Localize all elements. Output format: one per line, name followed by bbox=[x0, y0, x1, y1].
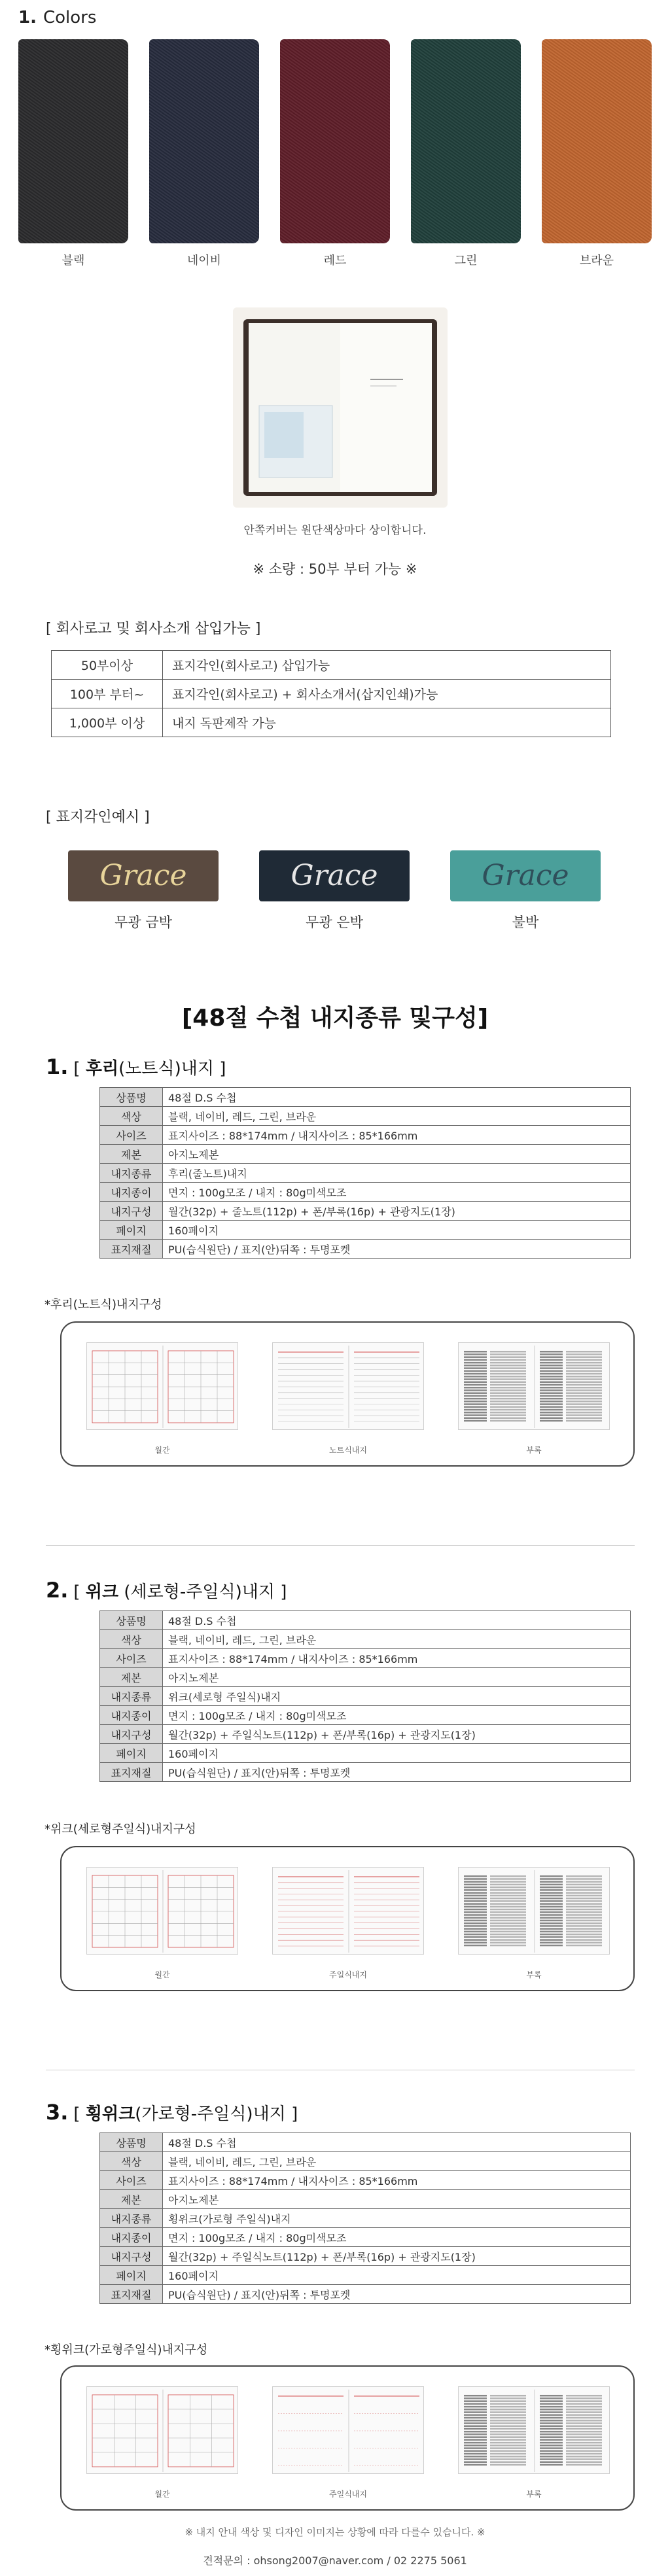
section-number: 2. bbox=[46, 1578, 69, 1603]
spec-key: 내지종류 bbox=[100, 2209, 163, 2228]
colors-heading bbox=[18, 8, 96, 27]
spec-value: 48절 D.S 수첩 bbox=[163, 1611, 631, 1630]
spec-value: 월간(32p) + 줄노트(112p) + 폰/부록(16p) + 관광지도(1장) bbox=[163, 1202, 631, 1221]
swatch-label-brown: 브라운 bbox=[579, 254, 614, 268]
spec-key: 페이지 bbox=[100, 1221, 163, 1240]
page-caption: 월간 bbox=[154, 1446, 170, 1455]
logo-insert-table bbox=[51, 650, 611, 737]
spec-value: PU(습식원단) / 표지(안)뒤쪽 : 투명포켓 bbox=[163, 2285, 631, 2304]
table-row bbox=[100, 1145, 631, 1164]
table-row bbox=[100, 1164, 631, 1183]
inside-cover-note: 안쪽커버는 원단색상마다 상이합니다. bbox=[243, 524, 427, 537]
swatch-red bbox=[280, 39, 390, 243]
inner-page-image bbox=[272, 2386, 424, 2474]
table-row bbox=[100, 2266, 631, 2285]
bracket: ] bbox=[291, 2104, 298, 2124]
table-row bbox=[52, 708, 611, 737]
emboss-gold-sample: Grace bbox=[68, 850, 219, 901]
table-row bbox=[52, 651, 611, 680]
page-caption: 부록 bbox=[526, 1970, 542, 1979]
logo-insert-value: 표지각인(회사로고) 삽입가능 bbox=[163, 651, 611, 680]
spec-value: 후리(줄노트)내지 bbox=[163, 1164, 631, 1183]
color-swatches bbox=[18, 39, 653, 268]
spec-key: 상품명 bbox=[100, 1088, 163, 1107]
section-name-bold: 위크 bbox=[85, 1582, 119, 1602]
table-row bbox=[100, 1744, 631, 1763]
spec-key: 상품명 bbox=[100, 1611, 163, 1630]
spec-key: 내지종이 bbox=[100, 2228, 163, 2247]
section-number: 1. bbox=[46, 1054, 69, 1079]
emboss-silver-sample: Grace bbox=[259, 850, 410, 901]
spec-key: 제본 bbox=[100, 1668, 163, 1687]
bracket: ] bbox=[219, 1059, 226, 1079]
spec-key: 페이지 bbox=[100, 1744, 163, 1763]
spec-key: 표지재질 bbox=[100, 2285, 163, 2304]
section-2-spec-table bbox=[99, 1610, 631, 1782]
page-caption: 부록 bbox=[526, 1446, 542, 1455]
section-name-rest: (가로형-주일식)내지 bbox=[135, 2104, 286, 2124]
table-row bbox=[100, 2152, 631, 2171]
swatch-navy bbox=[149, 39, 259, 243]
logo-insert-key: 100부 부터~ bbox=[52, 680, 163, 708]
spec-value: 표지사이즈 : 88*174mm / 내지사이즈 : 85*166mm bbox=[163, 1649, 631, 1668]
table-row bbox=[100, 1107, 631, 1126]
inside-cover-photo bbox=[233, 307, 448, 508]
spec-value: 표지사이즈 : 88*174mm / 내지사이즈 : 85*166mm bbox=[163, 1126, 631, 1145]
spec-value: 160페이지 bbox=[163, 2266, 631, 2285]
spec-key: 사이즈 bbox=[100, 1649, 163, 1668]
monthly-page-image bbox=[86, 1342, 238, 1430]
inner-page-image bbox=[272, 1342, 424, 1430]
section-1-composition-title: *후리(노트식)내지구성 bbox=[44, 1298, 162, 1312]
appendix-page-image bbox=[458, 1342, 610, 1430]
section-3-heading bbox=[46, 2100, 298, 2125]
section-name-bold: 횡위크 bbox=[85, 2104, 135, 2124]
table-row bbox=[100, 1763, 631, 1782]
colors-title: Colors bbox=[43, 8, 97, 27]
monthly-page-image bbox=[86, 1867, 238, 1955]
spec-key: 내지구성 bbox=[100, 2247, 163, 2266]
section-3-composition-box bbox=[60, 2365, 635, 2511]
spec-value: 아지노제본 bbox=[163, 1145, 631, 1164]
spec-value: 48절 D.S 수첩 bbox=[163, 1088, 631, 1107]
table-row bbox=[100, 1668, 631, 1687]
spec-value: 아지노제본 bbox=[163, 2190, 631, 2209]
divider bbox=[46, 1545, 635, 1546]
spec-key: 색상 bbox=[100, 1107, 163, 1126]
spec-key: 사이즈 bbox=[100, 1126, 163, 1145]
spec-value: 블랙, 네이비, 레드, 그린, 브라운 bbox=[163, 1630, 631, 1649]
page-caption: 주일식내지 bbox=[329, 1970, 367, 1979]
spec-key: 내지종이 bbox=[100, 1706, 163, 1725]
contact-info: 견적문의 : ohsong2007@naver.com / 02 2275 5061 bbox=[203, 2554, 467, 2567]
spec-key: 페이지 bbox=[100, 2266, 163, 2285]
swatch-label-green: 그린 bbox=[454, 254, 478, 268]
spec-key: 표지재질 bbox=[100, 1240, 163, 1259]
swatch-green bbox=[411, 39, 521, 243]
section-2-composition-box bbox=[60, 1846, 635, 1991]
table-row bbox=[100, 1240, 631, 1259]
section-2-heading bbox=[46, 1578, 287, 1603]
table-row bbox=[100, 2209, 631, 2228]
table-row bbox=[100, 1706, 631, 1725]
section-name-bold: 후리 bbox=[85, 1059, 119, 1079]
monthly-page-image bbox=[86, 2386, 238, 2474]
bracket: [ bbox=[73, 1582, 80, 1602]
table-row bbox=[100, 1649, 631, 1668]
table-row bbox=[100, 1202, 631, 1221]
swatch-label-black: 블랙 bbox=[62, 254, 85, 268]
quantity-note: ※ 소량 : 50부 부터 가능 ※ bbox=[253, 561, 417, 577]
spec-key: 내지종류 bbox=[100, 1164, 163, 1183]
section-number: 3. bbox=[46, 2100, 69, 2125]
page-caption: 노트식내지 bbox=[329, 1446, 367, 1455]
spec-key: 색상 bbox=[100, 2152, 163, 2171]
section-3-composition-title: *횡위크(가로형주일식)내지구성 bbox=[44, 2343, 208, 2357]
spec-key: 상품명 bbox=[100, 2133, 163, 2152]
footer-note: ※ 내지 안내 색상 및 디자인 이미지는 상황에 따라 다를수 있습니다. ※ bbox=[185, 2526, 485, 2538]
spec-value: 블랙, 네이비, 레드, 그린, 브라운 bbox=[163, 1107, 631, 1126]
logo-insert-key: 1,000부 이상 bbox=[52, 708, 163, 737]
appendix-page-image bbox=[458, 2386, 610, 2474]
spec-value: 아지노제본 bbox=[163, 1668, 631, 1687]
spec-key: 제본 bbox=[100, 1145, 163, 1164]
spec-value: 표지사이즈 : 88*174mm / 내지사이즈 : 85*166mm bbox=[163, 2171, 631, 2190]
section-name-rest: (노트식)내지 bbox=[118, 1059, 214, 1079]
table-row bbox=[100, 2228, 631, 2247]
section-2-composition-title: *위크(세로형주일식)내지구성 bbox=[44, 1822, 196, 1836]
emboss-title: [ 표지각인예시 ] bbox=[46, 809, 150, 826]
logo-insert-value: 표지각인(회사로고) + 회사소개서(삽지인쇄)가능 bbox=[163, 680, 611, 708]
section-3-spec-table bbox=[99, 2132, 631, 2304]
spec-value: PU(습식원단) / 표지(안)뒤쪽 : 투명포켓 bbox=[163, 1763, 631, 1782]
logo-insert-key: 50부이상 bbox=[52, 651, 163, 680]
table-row bbox=[100, 1630, 631, 1649]
spec-value: 월간(32p) + 주일식노트(112p) + 폰/부록(16p) + 관광지도(1장) bbox=[163, 1725, 631, 1744]
logo-insert-title: [ 회사로고 및 회사소개 삽입가능 ] bbox=[46, 621, 261, 637]
bracket: [ bbox=[73, 1059, 80, 1079]
spec-value: 면지 : 100g모조 / 내지 : 80g미색모조 bbox=[163, 1706, 631, 1725]
spec-key: 내지종류 bbox=[100, 1687, 163, 1706]
spec-key: 내지구성 bbox=[100, 1725, 163, 1744]
spec-value: PU(습식원단) / 표지(안)뒤쪽 : 투명포켓 bbox=[163, 1240, 631, 1259]
page-caption: 월간 bbox=[154, 1970, 170, 1979]
spec-key: 표지재질 bbox=[100, 1763, 163, 1782]
spec-value: 면지 : 100g모조 / 내지 : 80g미색모조 bbox=[163, 2228, 631, 2247]
spec-value: 160페이지 bbox=[163, 1744, 631, 1763]
section-1-heading bbox=[46, 1054, 226, 1079]
section-1-composition-box bbox=[60, 1321, 635, 1467]
spec-value: 횡위크(가로형 주일식)내지 bbox=[163, 2209, 631, 2228]
table-row bbox=[100, 1725, 631, 1744]
swatch-label-red: 레드 bbox=[323, 254, 347, 268]
table-row bbox=[100, 1687, 631, 1706]
spec-key: 색상 bbox=[100, 1630, 163, 1649]
spec-value: 면지 : 100g모조 / 내지 : 80g미색모조 bbox=[163, 1183, 631, 1202]
logo-insert-value: 내지 독판제작 가능 bbox=[163, 708, 611, 737]
bracket: ] bbox=[280, 1582, 287, 1602]
section-1-spec-table bbox=[99, 1087, 631, 1259]
spec-value: 블랙, 네이비, 레드, 그린, 브라운 bbox=[163, 2152, 631, 2171]
emboss-label-silver: 무광 은박 bbox=[306, 914, 363, 930]
emboss-blind-sample: Grace bbox=[450, 850, 601, 901]
table-row bbox=[100, 2190, 631, 2209]
main-title: [48절 수첩 내지종류 및구성] bbox=[181, 1005, 489, 1032]
table-row bbox=[100, 1126, 631, 1145]
section-name-rest: (세로형-주일식)내지 bbox=[118, 1582, 275, 1602]
table-row bbox=[100, 1183, 631, 1202]
table-row bbox=[100, 1221, 631, 1240]
bracket: [ bbox=[73, 2104, 80, 2124]
table-row bbox=[100, 2171, 631, 2190]
table-row bbox=[100, 1088, 631, 1107]
page-caption: 월간 bbox=[154, 2490, 170, 2499]
table-row bbox=[52, 680, 611, 708]
emboss-label-blind: 불박 bbox=[512, 914, 539, 930]
spec-value: 월간(32p) + 주일식노트(112p) + 폰/부록(16p) + 관광지도(1장) bbox=[163, 2247, 631, 2266]
spec-key: 내지구성 bbox=[100, 1202, 163, 1221]
spec-value: 48절 D.S 수첩 bbox=[163, 2133, 631, 2152]
emboss-label-gold: 무광 금박 bbox=[115, 914, 172, 930]
colors-number: 1. bbox=[18, 8, 37, 27]
spec-value: 위크(세로형 주일식)내지 bbox=[163, 1687, 631, 1706]
spec-key: 제본 bbox=[100, 2190, 163, 2209]
spec-key: 사이즈 bbox=[100, 2171, 163, 2190]
spec-key: 내지종이 bbox=[100, 1183, 163, 1202]
swatch-label-navy: 네이비 bbox=[186, 254, 222, 268]
table-row bbox=[100, 2285, 631, 2304]
spec-value: 160페이지 bbox=[163, 1221, 631, 1240]
swatch-black bbox=[18, 39, 128, 243]
table-row bbox=[100, 2247, 631, 2266]
table-row bbox=[100, 2133, 631, 2152]
page-caption: 주일식내지 bbox=[329, 2490, 367, 2499]
appendix-page-image bbox=[458, 1867, 610, 1955]
table-row bbox=[100, 1611, 631, 1630]
swatch-brown bbox=[542, 39, 652, 243]
page-caption: 부록 bbox=[526, 2490, 542, 2499]
inner-page-image bbox=[272, 1867, 424, 1955]
